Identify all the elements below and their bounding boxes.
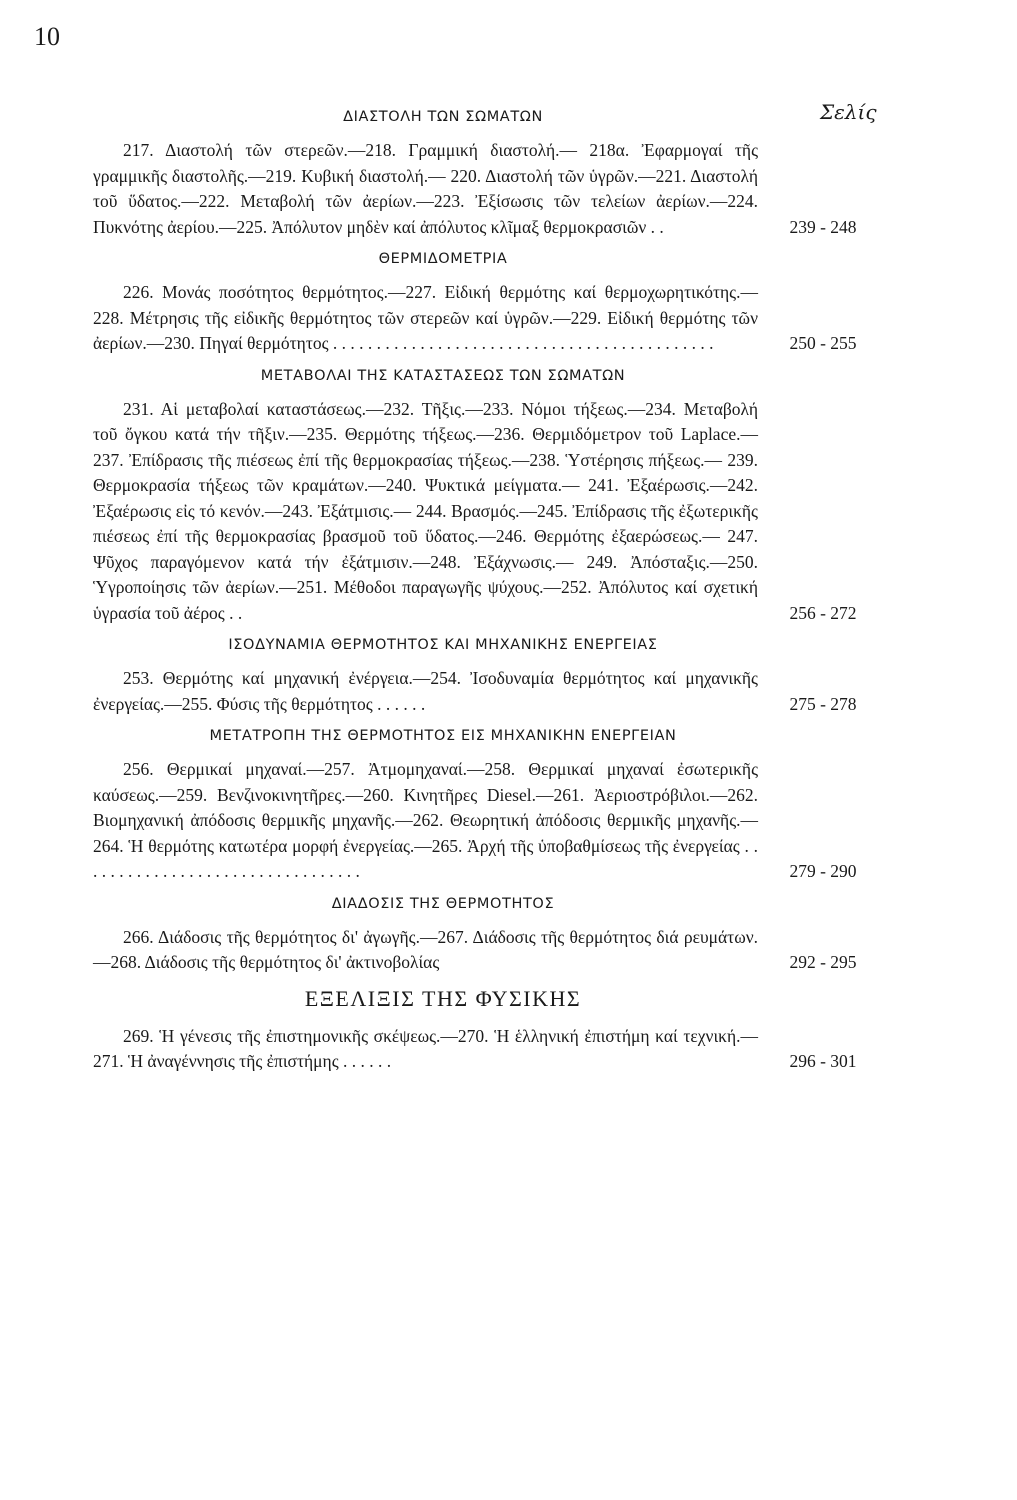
entry-text: 269. Ἡ γένεσις τῆς ἐπιστημονικῆς σκέψεως.—270. Ἡ ἑλληνική ἐπιστήμη καί τεχνική.—271. Ἡ ἀναγέννησις τῆς ἐπιστήμης . . . . . . bbox=[93, 1025, 758, 1071]
section-heading: ΜΕΤΑΒΟΛΑΙ ΤΗΣ ΚΑΤΑΣΤΑΣΕΩΣ ΤΩΝ ΣΩΜΑΤΩΝ bbox=[260, 367, 626, 384]
entry-text: 256. Θερμικαί μηχαναί.—257. Ἀτμομηχαναί.—258. Θερμικαί μηχαναί ἐσωτερικῆς καύσεως.—259. Βενζινοκινητῆρες.—260. Κινητῆρες Diesel.—261. Ἀεριοστρόβιλοι.—262. Βιομηχανική ἀπόδοσις θερμικῆς μηχανῆς.—262. Θεωρητική ἀπόδοσις θερμικῆς μηχανῆς.— 264. Ἡ θερμότης κατωτέρα μορφή ἐνεργείας.—265. Ἀρχή τῆς ὑποβαθμίσεως τῆς ἐνεργείας . . . . . . . . . . . . . . . . . . . . . . . . . . . . . . . . . bbox=[93, 759, 758, 881]
toc-entry bbox=[93, 666, 893, 717]
section-heading: ΙΣΟΔΥΝΑΜΙΑ ΘΕΡΜΟΤΗΤΟΣ ΚΑΙ ΜΗΧΑΝΙΚΗΣ ΕΝΕΡΓΕΙΑΣ bbox=[228, 637, 658, 653]
entry-pages: 239 - 248 bbox=[789, 216, 857, 237]
entry-pages: 279 - 290 bbox=[789, 861, 857, 881]
entry-text: 231. Αἱ μεταβολαί καταστάσεως.—232. Τῆξις.—233. Νόμοι τήξεως.—234. Μεταβολή τοῦ ὄγκου κατά τήν τῆξιν.—235. Θερμότης τήξεως.—236. Θερμιδόμετρον τοῦ Laplace.—237. Ἐπίδρασις τῆς πιέσεως ἐπί τῆς θερμοκρασίας τήξεως.—238. Ὑστέρησις πήξεως.— 239. Θερμοκρασία τήξεως τῶν κραμάτων.—240. Ψυκτικά μείγματα.— 241. Ἐξαέρωσις.—242. Ἐξαέρωσις εἰς τό κενόν.—243. Ἐξάτμισις.— 244. Βρασμός.—245. Ἐπίδρασις τῆς ἐξωτερικῆς πιέσεως ἐπί τῆς θερμοκρασίας βρασμοῦ τοῦ ὕδατος.—246. Θερμότης ἐξαερώσεως.— 247. Ψῦχος παραγόμενον κατά τήν ἐξάτμισιν.—248. Ἐξάχνωσις.— 249. Ἀπόσταξις.—250. Ὑγροποίησις τῶν ἀερίων.—251. Μέθοδοι παραγωγῆς ψύχους.—252. Ἀπόλυτος καί σχετική ὑγρασία τοῦ ἀέρος . . bbox=[93, 398, 758, 623]
page-number: 10 bbox=[34, 22, 60, 51]
entry-text: 266. Διάδοσις τῆς θερμότητος δι' ἀγωγῆς.—267. Διάδοσις τῆς θερμότητος διά ρευμάτων.—268. Διάδοσις τῆς θερμότητος δι' ἀκτινοβολίας bbox=[93, 926, 758, 972]
toc-entry bbox=[93, 1024, 893, 1075]
table-of-contents bbox=[93, 108, 893, 1085]
entry-pages: 296 - 301 bbox=[789, 1051, 857, 1071]
entry-pages: 250 - 255 bbox=[789, 333, 857, 353]
entry-pages: 292 - 295 bbox=[789, 952, 857, 972]
toc-entry bbox=[93, 925, 893, 976]
toc-entry bbox=[93, 757, 893, 885]
section-heading: ΜΕΤΑΤΡΟΠΗ ΤΗΣ ΘΕΡΜΟΤΗΤΟΣ ΕΙΣ ΜΗΧΑΝΙΚΗΝ ΕΝΕΡΓΕΙΑΝ bbox=[209, 728, 677, 744]
toc-entry bbox=[93, 397, 893, 627]
pages-column-label: Σελίς bbox=[820, 100, 877, 124]
section-heading: ΔΙΑΣΤΟΛΗ ΤΩΝ ΣΩΜΑΤΩΝ bbox=[343, 109, 543, 125]
entry-text: 253. Θερμότης καί μηχανική ἐνέργεια.—254. Ἰσοδυναμία θερμότητος καί μηχανικῆς ἐνεργείας.—255. Φύσις τῆς θερμότητος . . . . . . bbox=[93, 668, 758, 714]
entry-text: 217. Διαστολή τῶν στερεῶν.—218. Γραμμική διαστολή.— 218α. Ἐφαρμογαί τῆς γραμμικῆς διαστολῆς.—219. Κυβική διαστολή.— 220. Διαστολή τῶν ὑγρῶν.—221. Διαστολή τοῦ ὕδατος.—222. Μεταβολή τῶν ἀερίων.—223. Ἐξίσωσις τῶν τελείων ἀερίων.—224. Πυκνότης ἀερίου.—225. Ἀπόλυτον μηδὲν καί ἀπόλυτος κλῖμαξ θερμοκρασιῶν . . bbox=[93, 140, 758, 237]
section-heading: ΔΙΑΔΟΣΙΣ ΤΗΣ ΘΕΡΜΟΤΗΤΟΣ bbox=[331, 895, 555, 912]
toc-entry bbox=[93, 138, 893, 240]
chapter-heading: ΕΞΕΛΙΞΙΣ ΤΗΣ ΦΥΣΙΚΗΣ bbox=[304, 985, 582, 1011]
entry-pages: 256 - 272 bbox=[789, 602, 857, 623]
section-heading: ΘΕΡΜΙΔΟΜΕΤΡΙΑ bbox=[378, 251, 508, 267]
entry-pages: 275 - 278 bbox=[789, 693, 857, 714]
toc-entry bbox=[93, 280, 893, 357]
entry-text: 226. Μονάς ποσότητος θερμότητος.—227. Εἰδική θερμότης καί θερμοχωρητικότης.—228. Μέτρησις τῆς εἰδικῆς θερμότητος τῶν στερεῶν καί ὑγρῶν.—229. Εἰδική θερμότης τῶν ἀερίων.—230. Πηγαί θερμότητος . . . . . . . . . . . . . . . . . . . . . . . . . . . . . . . . . . . . . . . . . . . . bbox=[93, 282, 758, 353]
